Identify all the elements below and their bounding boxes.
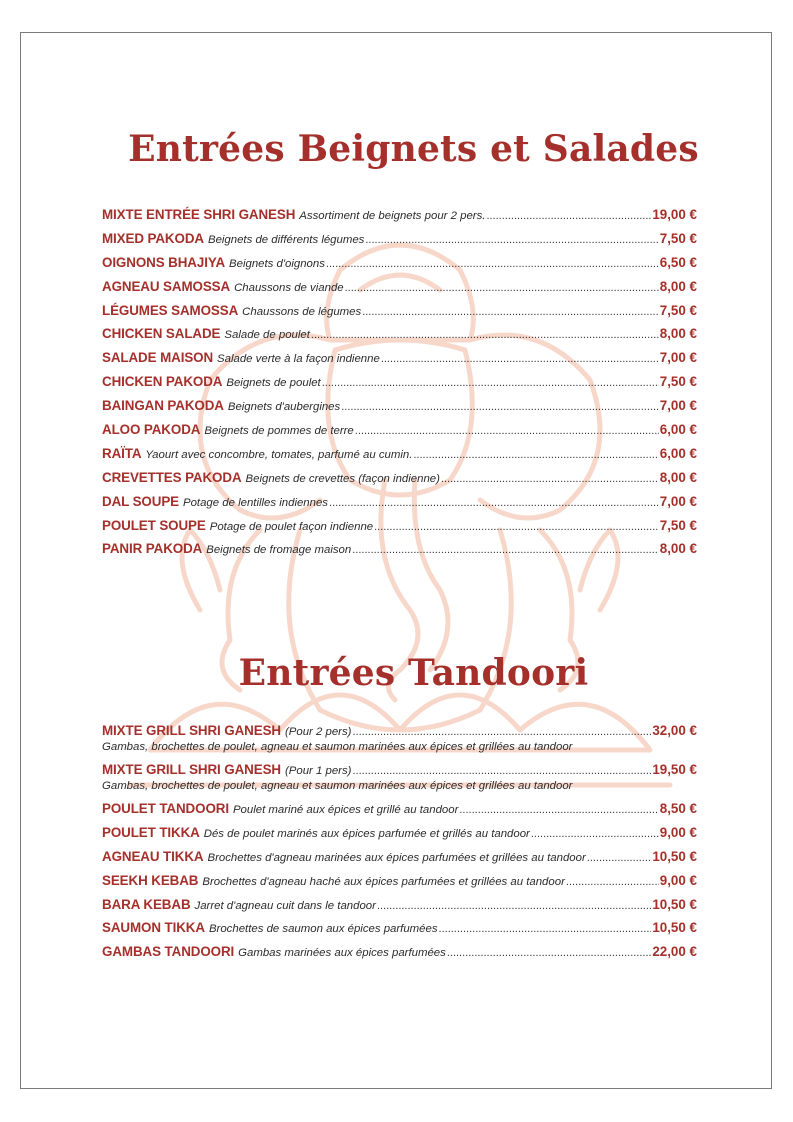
menu-item <box>102 396 697 420</box>
section-title: Entrées Beignets et Salades <box>128 128 699 170</box>
item-name: POULET TIKKA <box>102 824 200 840</box>
item-price: 9,00 € <box>659 824 697 840</box>
item-price: 7,00 € <box>659 350 697 366</box>
menu-item <box>102 847 697 871</box>
item-description: Brochettes de saumon aux épices parfumées <box>208 923 438 936</box>
item-price: 8,50 € <box>659 801 697 816</box>
item-price: 10,50 € <box>652 896 697 912</box>
item-description: (Pour 2 pers) <box>284 726 352 738</box>
item-price: 9,00 € <box>659 872 697 888</box>
item-name: AGNEAU TIKKA <box>102 848 204 864</box>
menu-list <box>102 205 697 563</box>
item-description: Beignets de pommes de terre <box>204 425 354 438</box>
item-description: Potage de poulet façon indienne <box>209 520 374 533</box>
item-name: BARA KEBAB <box>102 896 191 912</box>
item-name: OIGNONS BHAJIYA <box>102 254 226 270</box>
leader-dots <box>311 326 659 345</box>
item-name: MIXTE GRILL SHRI GANESH <box>102 762 281 777</box>
leader-dots <box>439 920 652 939</box>
menu-item <box>102 492 697 516</box>
menu-item <box>102 324 697 348</box>
item-name: LÉGUMES SAMOSSA <box>102 302 239 318</box>
leader-dots <box>365 231 658 250</box>
item-price: 22,00 € <box>652 944 697 960</box>
menu-item <box>102 229 697 253</box>
leader-dots <box>355 422 659 441</box>
item-price: 7,50 € <box>659 302 697 318</box>
item-description: Gambas marinées aux épices parfumées <box>238 947 446 960</box>
menu-item <box>102 539 697 563</box>
menu-item <box>102 871 697 895</box>
item-name: POULET TANDOORI <box>102 801 229 816</box>
item-name: RAÏTA <box>102 445 142 461</box>
item-price: 6,50 € <box>659 254 697 270</box>
leader-dots <box>566 873 659 892</box>
item-name: SAUMON TIKKA <box>102 920 205 936</box>
menu-item <box>102 253 697 277</box>
leader-dots <box>447 944 651 963</box>
menu-item <box>102 516 697 540</box>
item-name: ALOO PAKODA <box>102 422 201 438</box>
menu-item <box>102 942 697 966</box>
item-price: 8,00 € <box>659 278 697 294</box>
item-name: MIXED PAKODA <box>102 230 204 246</box>
item-description: Beignets d'aubergines <box>227 401 341 414</box>
item-description: Yaourt avec concombre, tomates, parfumé au cumin. <box>145 448 413 461</box>
leader-dots <box>352 541 659 560</box>
item-price: 6,00 € <box>659 422 697 438</box>
item-price: 19,50 € <box>652 762 697 777</box>
menu-item <box>102 420 697 444</box>
menu-item <box>102 468 697 492</box>
item-description: Jarret d'agneau cuit dans le tandoor <box>194 899 376 912</box>
item-price: 10,50 € <box>652 848 697 864</box>
item-name: GAMBAS TANDOORI <box>102 944 235 960</box>
item-price: 6,00 € <box>659 445 697 461</box>
item-name: DAL SOUPE <box>102 493 179 509</box>
leader-dots <box>486 207 651 226</box>
menu-item <box>102 348 697 372</box>
item-name: MIXTE GRILL SHRI GANESH <box>102 723 281 738</box>
item-name: CREVETTES PAKODA <box>102 469 242 485</box>
menu-item <box>102 895 697 919</box>
item-description: Beignets d'oignons <box>229 257 325 270</box>
section-title: Entrées Tandoori <box>238 652 589 694</box>
item-price: 8,00 € <box>659 541 697 557</box>
item-description: Beignets de différents légumes <box>207 233 365 246</box>
item-description: Dés de poulet marinés aux épices parfumée et grillés au tandoor <box>203 827 530 840</box>
item-description: Brochettes d'agneau haché aux épices parfumées et grillées au tandoor <box>202 875 565 888</box>
item-price: 7,50 € <box>659 230 697 246</box>
item-description: Salade verte à la façon indienne <box>217 353 380 366</box>
item-price: 7,50 € <box>659 374 697 390</box>
item-price: 8,00 € <box>659 326 697 342</box>
leader-dots <box>531 825 659 844</box>
menu-item <box>102 277 697 301</box>
menu-item <box>102 918 697 942</box>
item-price: 19,00 € <box>652 207 697 222</box>
item-description: (Pour 1 pers) <box>284 765 352 777</box>
menu-item <box>102 823 697 847</box>
item-detail: Gambas, brochettes de poulet, agneau et saumon marinées aux épices et grillées au tandoor <box>102 780 573 792</box>
menu-item <box>102 372 697 396</box>
item-name: BAINGAN PAKODA <box>102 398 224 414</box>
leader-dots <box>345 279 659 298</box>
item-name: POULET SOUPE <box>102 517 206 533</box>
item-description: Poulet mariné aux épices et grillé au tandoor <box>232 804 459 816</box>
item-name: CHICKEN SALADE <box>102 326 221 342</box>
item-price: 8,00 € <box>659 469 697 485</box>
item-price: 7,50 € <box>659 517 697 533</box>
item-name: SALADE MAISON <box>102 350 214 366</box>
leader-dots <box>322 374 659 393</box>
item-description: Chaussons de viande <box>234 281 344 294</box>
leader-dots <box>587 849 652 868</box>
item-detail: Gambas, brochettes de poulet, agneau et saumon marinées aux épices et grillées au tandoor <box>102 741 573 753</box>
menu-item <box>102 205 697 229</box>
leader-dots <box>441 470 659 489</box>
item-name: AGNEAU SAMOSSA <box>102 278 231 294</box>
item-description: Beignets de crevettes (façon indienne) <box>245 472 440 485</box>
item-name: SEEKH KEBAB <box>102 872 199 888</box>
menu-item <box>102 444 697 468</box>
item-description: Assortiment de beignets pour 2 pers. <box>299 210 486 222</box>
leader-dots <box>329 494 659 513</box>
menu-item <box>102 799 697 823</box>
leader-dots <box>326 255 659 274</box>
item-description: Beignets de fromage maison <box>206 544 352 557</box>
item-name: CHICKEN PAKODA <box>102 374 223 390</box>
leader-dots <box>377 897 651 916</box>
leader-dots <box>341 398 659 417</box>
leader-dots <box>413 446 658 465</box>
item-price: 7,00 € <box>659 493 697 509</box>
leader-dots <box>374 518 659 537</box>
item-price: 10,50 € <box>652 920 697 936</box>
item-price: 7,00 € <box>659 398 697 414</box>
item-description: Salade de poulet <box>224 329 310 342</box>
item-name: MIXTE ENTRÉE SHRI GANESH <box>102 207 296 222</box>
item-price: 32,00 € <box>652 723 697 738</box>
leader-dots <box>362 303 659 322</box>
menu-item <box>102 301 697 325</box>
item-name: PANIR PAKODA <box>102 541 203 557</box>
menu-list <box>102 721 697 966</box>
item-description: Chaussons de légumes <box>242 305 362 318</box>
leader-dots <box>381 350 659 369</box>
item-description: Brochettes d'agneau marinées aux épices parfumées et grillées au tandoor <box>207 851 586 864</box>
item-description: Beignets de poulet <box>226 377 321 390</box>
item-description: Potage de lentilles indiennes <box>182 496 329 509</box>
leader-dots <box>459 801 658 820</box>
